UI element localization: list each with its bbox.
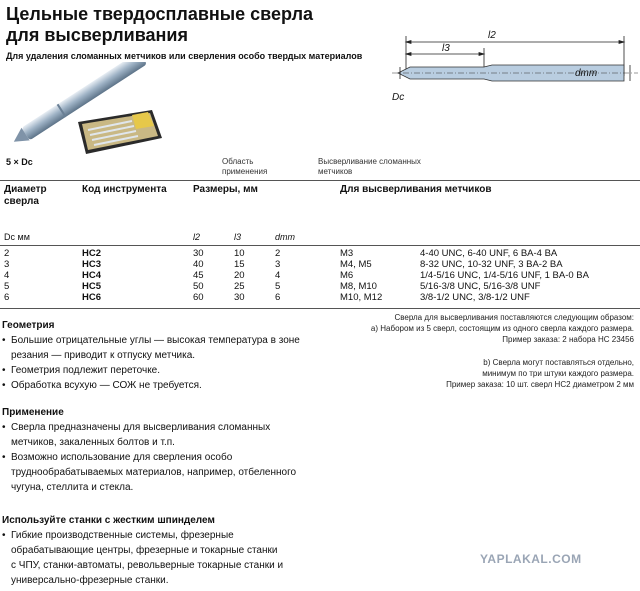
list-item: • Обработка всухую — СОЖ не требуется. [2,378,300,393]
machines-heading: Используйте станки с жестким шпинделем [2,515,215,526]
cell-dmm: 5 [275,281,281,292]
table-bottom-rule [0,308,640,309]
cell-l3: 20 [234,270,245,281]
header-code: Код инструмента [82,184,167,195]
cell-l3: 30 [234,292,245,303]
cell-dmm: 6 [275,292,281,303]
header-sizes: Размеры, мм [193,184,258,195]
subheader-dmm: dmm [275,232,295,242]
cell-dmm: 3 [275,259,281,270]
cell-l3: 15 [234,259,245,270]
cell-dmm: 2 [275,248,281,259]
cell-dc: 4 [4,270,10,281]
list-item: • Геометрия подлежит переточке. [2,363,300,378]
subheader-dc: Dc мм [4,232,30,242]
header-tapping: Для высверливания метчиков [340,184,492,195]
list-item: • Гибкие производственные системы, фрезерные [2,528,283,543]
cell-dc: 5 [4,281,10,292]
table-row [0,271,640,281]
dc-label: Dc [392,92,405,103]
application-list [2,420,296,495]
table-row [0,260,640,270]
cell-l3: 10 [234,248,245,259]
cell-dmm: 4 [275,270,281,281]
machines-section [2,513,283,588]
cell-code: HC3 [82,259,102,270]
title-line-2: для высверливания [6,25,188,45]
cell-l2: 60 [193,292,204,303]
list-item: • Большие отрицательные углы — высокая температура в зоне [2,333,300,348]
table-top-rule [0,180,640,181]
table-row [0,293,640,303]
cell-l2: 50 [193,281,204,292]
cell-l2: 45 [193,270,204,281]
cell-inch: 4-40 UNC, 6-40 UNF, 6 BA-4 BA [420,248,558,259]
header-diameter: Диаметр сверла [4,184,47,207]
list-item: • универсально-фрезерные станки. [2,573,283,588]
table-header-rule [0,245,640,246]
subheader-l2: l2 [193,232,201,242]
l3-label: l3 [442,43,450,54]
geometry-section [2,318,300,393]
cell-dc: 3 [4,259,10,270]
cell-l2: 40 [193,259,204,270]
order-info-a: Сверла для высверливания поставляются следующим образом: a) Набором из 5 сверл, состоящим из одного сверла каждого размера. Пример заказа: 2 набора HC 23456 [370,313,634,344]
cell-code: HC5 [82,281,102,292]
list-item: • резания — приводит к отпуску метчика. [2,348,300,363]
cell-metric: M3 [340,248,354,259]
cell-inch: 5/16-3/8 UNC, 5/16-3/8 UNF [420,281,541,292]
cell-inch: 8-32 UNC, 10-32 UNF, 3 BA-2 BA [420,259,563,270]
order-info-b: b) Сверла могут поставляться отдельно, минимум по три штуки каждого размера. Пример заказа: 10 шт. сверл HC2 диаметром 2 мм [446,358,634,389]
list-item: • Сверла предназначены для высверливания сломанных [2,420,296,435]
table-row [0,249,640,259]
application-area-label: Область применения [222,157,268,176]
cell-metric: M8, M10 [340,281,377,292]
table-row [0,282,640,292]
list-item: • обрабатывающие центры, фрезерные и токарные станки [2,543,283,558]
cell-l2: 30 [193,248,204,259]
cell-inch: 3/8-1/2 UNC, 3/8-1/2 UNF [420,292,530,303]
cell-inch: 1/4-5/16 UNC, 1/4-5/16 UNF, 1 BA-0 BA [420,270,589,281]
cell-code: HC4 [82,270,102,281]
list-item: • метчиков, закаленных болтов и т.п. [2,435,296,450]
list-item: • труднообрабатываемых материалов, например, отбеленного [2,465,296,480]
application-area-value: Высверливание сломанных метчиков [318,157,421,176]
application-heading: Применение [2,407,64,418]
dmm-label: dmm [575,68,598,79]
cell-l3: 25 [234,281,245,292]
cell-dc: 2 [4,248,10,259]
cell-metric: M10, M12 [340,292,383,303]
title-line-1: Цельные твердосплавные сверла [6,4,314,24]
drill-set-photo [72,108,164,160]
watermark: YAPLAKAL.COM [480,552,582,566]
cell-code: HC6 [82,292,102,303]
length-ratio-label: 5 × Dc [6,157,33,167]
geometry-list [2,333,300,393]
application-section [2,405,296,495]
page-subtitle: Для удаления сломанных метчиков или сверления особо твердых материалов [6,51,363,61]
subheader-l3: l3 [234,232,242,242]
machines-list [2,528,283,588]
list-item: • с ЧПУ, станки-автоматы, револьверные токарные станки и [2,558,283,573]
geometry-heading: Геометрия [2,320,55,331]
cell-metric: M6 [340,270,354,281]
cell-metric: M4, M5 [340,259,372,270]
cell-code: HC2 [82,248,102,259]
l2-label: l2 [488,30,496,41]
list-item: • чугуна, стеллита и стекла. [2,480,296,495]
cell-dc: 6 [4,292,10,303]
page-title [6,4,313,46]
list-item: • Возможно использование для сверления особо [2,450,296,465]
drill-dimension-diagram [392,24,640,104]
